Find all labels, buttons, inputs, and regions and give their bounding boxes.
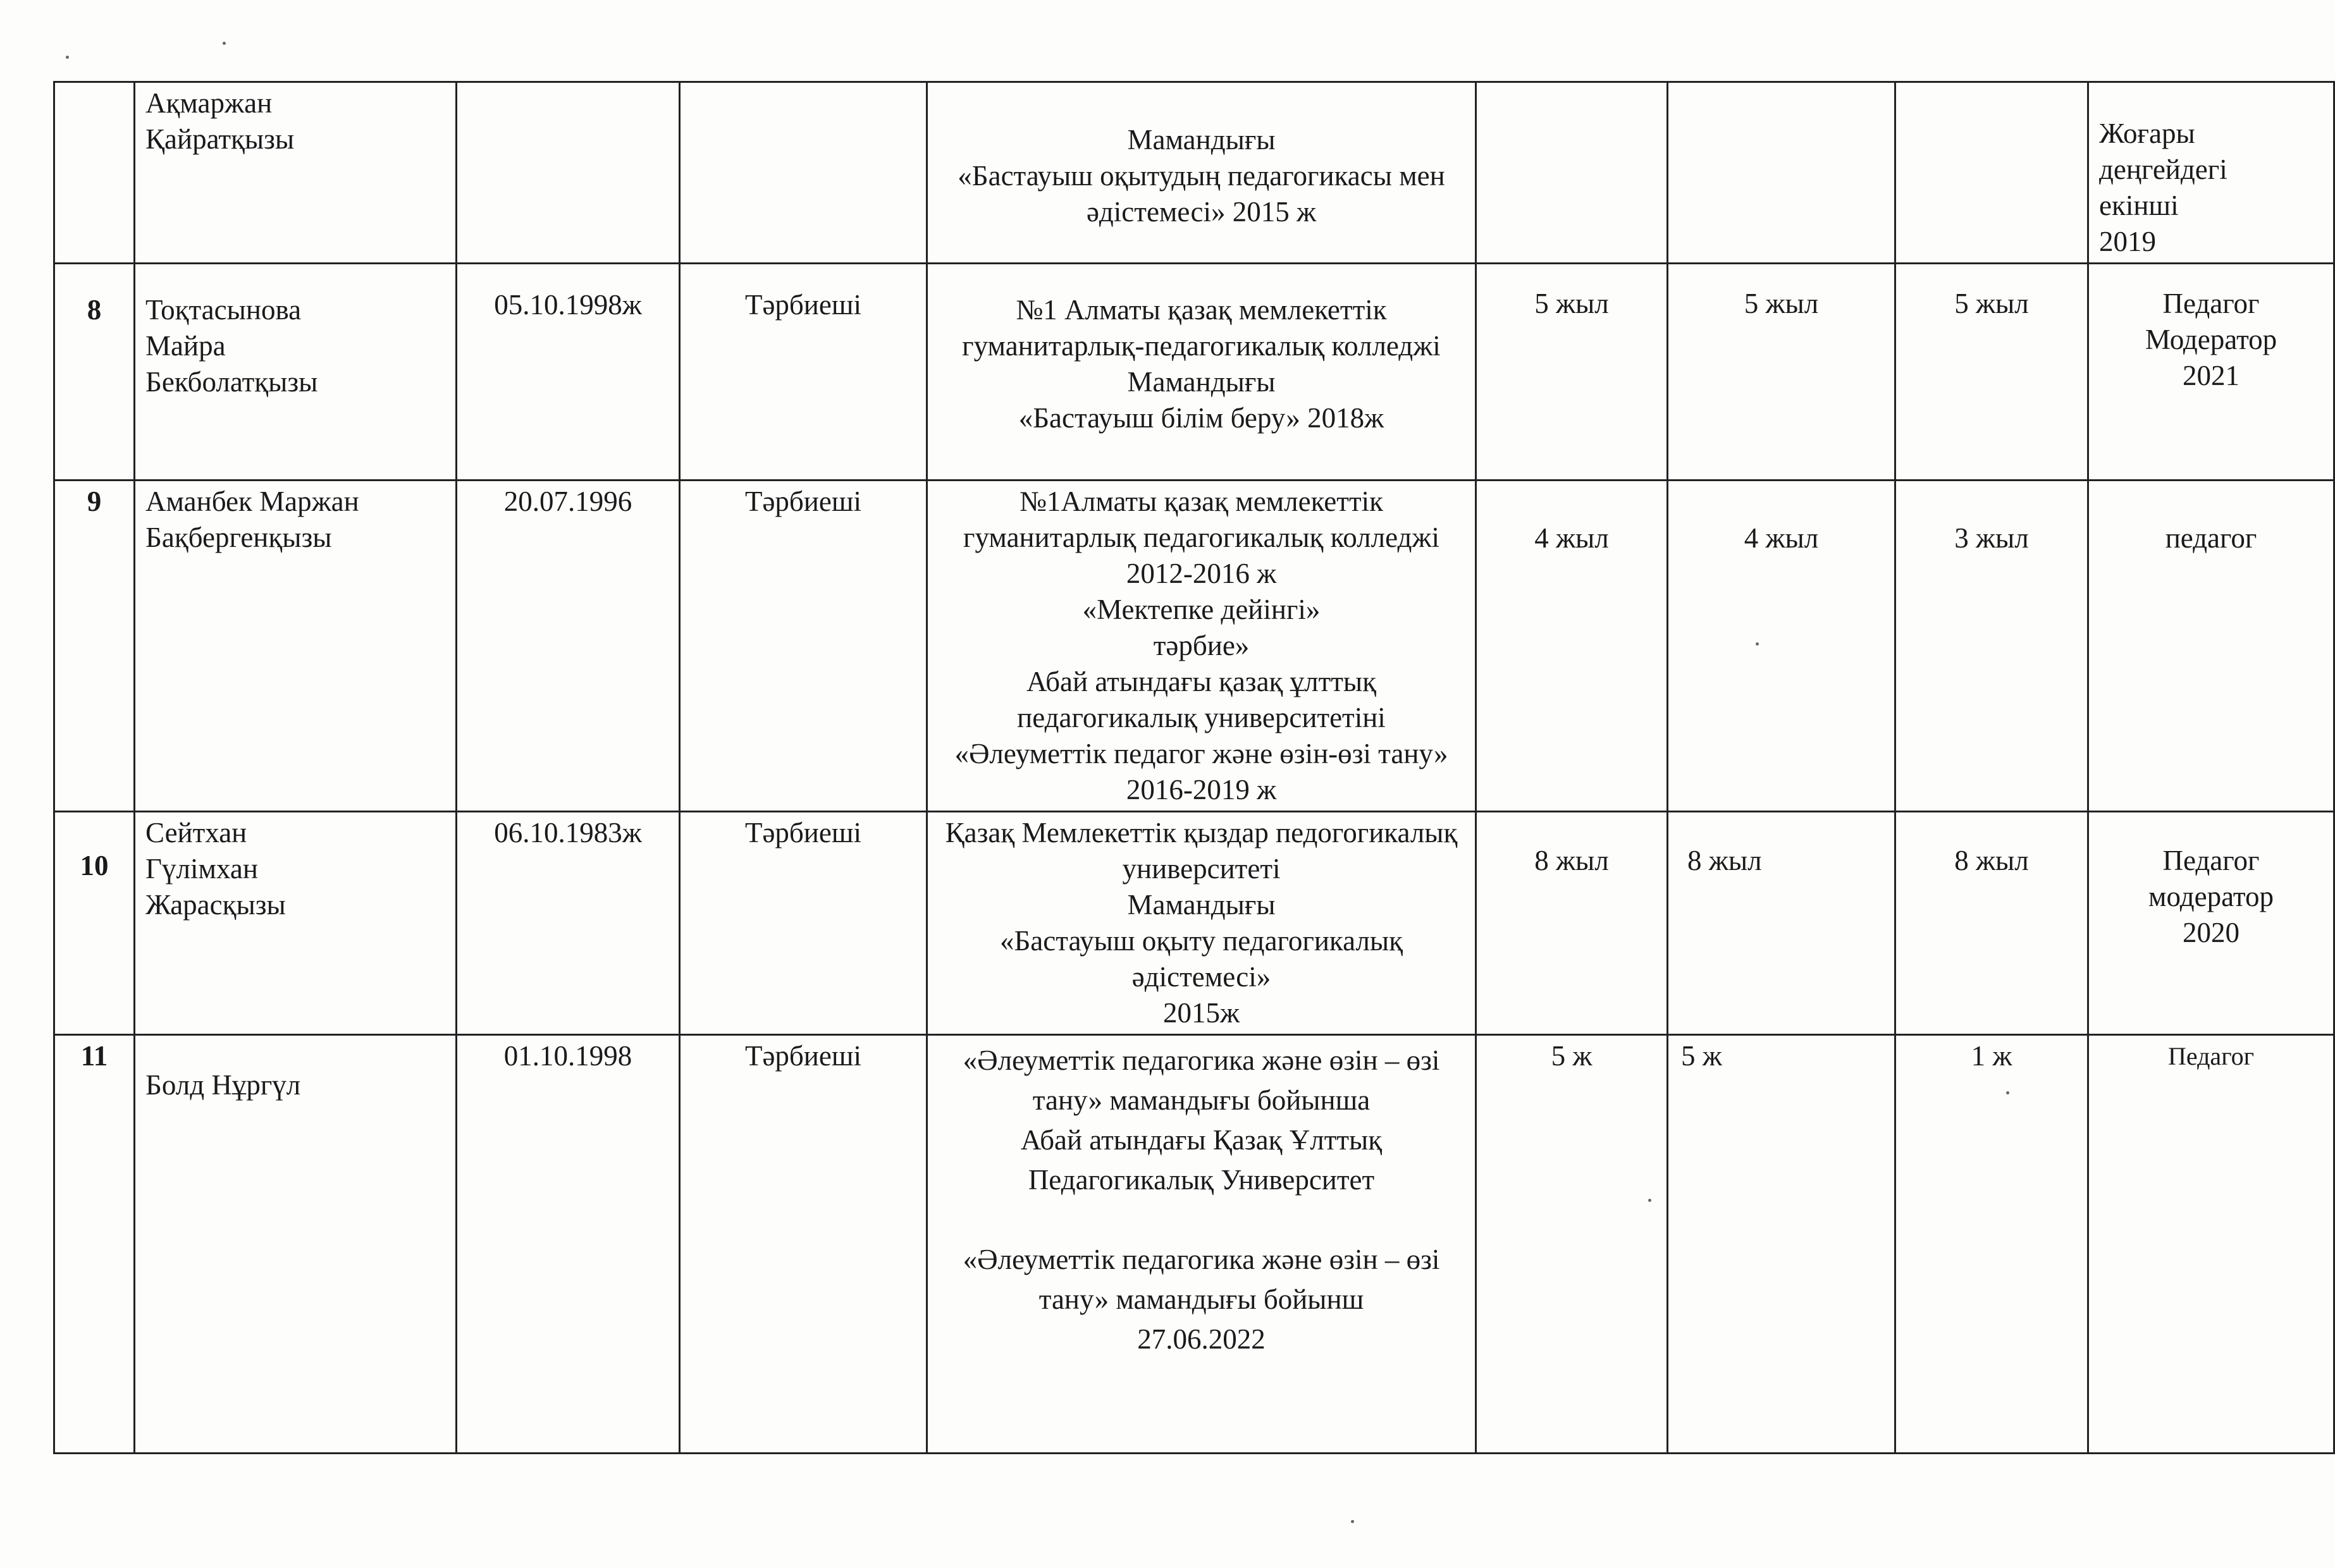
employee-name: Сейтхан Гүлімхан Жарасқызы xyxy=(135,812,457,1035)
table-row xyxy=(54,1035,2334,1454)
scan-speck xyxy=(223,42,226,45)
position: Тәрбиеші xyxy=(680,812,927,1035)
qualification-category: Педагог модератор 2020 xyxy=(2088,812,2334,1035)
table-row xyxy=(54,481,2334,812)
education: №1 Алматы қазақ мемлекеттік гуманитарлық-педагогикалық колледжі Мамандығы «Бастауыш білім беру» 2018ж xyxy=(927,264,1476,481)
qualification-category: Педагог Модератор 2021 xyxy=(2088,264,2334,481)
experience-current: 3 жыл xyxy=(1895,481,2088,812)
birth-date: 05.10.1998ж xyxy=(457,264,680,481)
qualification-category: педагог xyxy=(2088,481,2334,812)
experience-pedagogical: 8 жыл xyxy=(1668,812,1895,1035)
scan-speck xyxy=(2006,1091,2009,1094)
experience-total: 5 жыл xyxy=(1476,264,1668,481)
experience-total: 4 жыл xyxy=(1476,481,1668,812)
education: Қазақ Мемлекеттік қыздар педогогикалық университеті Мамандығы «Бастауыш оқыту педагогикалық әдістемесі» 2015ж xyxy=(927,812,1476,1035)
row-number: 11 xyxy=(54,1035,135,1454)
scan-speck xyxy=(1351,1520,1354,1523)
scan-speck xyxy=(1756,642,1759,646)
position: Тәрбиеші xyxy=(680,264,927,481)
experience-total xyxy=(1476,82,1668,264)
employee-name: Болд Нұргүл xyxy=(135,1035,457,1454)
employee-name: Аманбек Маржан Бақбергенқызы xyxy=(135,481,457,812)
table-row xyxy=(54,264,2334,481)
row-number xyxy=(54,82,135,264)
experience-pedagogical: 5 ж xyxy=(1668,1035,1895,1454)
experience-current: 8 жыл xyxy=(1895,812,2088,1035)
position: Тәрбиеші xyxy=(680,1035,927,1454)
table-row xyxy=(54,82,2334,264)
position: Тәрбиеші xyxy=(680,481,927,812)
qualification-category: Жоғары деңгейдегі екінші 2019 xyxy=(2088,82,2334,264)
experience-pedagogical: 4 жыл xyxy=(1668,481,1895,812)
qualification-category: Педагог xyxy=(2088,1035,2334,1454)
table-row xyxy=(54,812,2334,1035)
education: №1Алматы қазақ мемлекеттік гуманитарлық педагогикалық колледжі 2012-2016 ж «Мектепке дейінгі» тәрбие» Абай атындағы қазақ ұлттық педагогикалық университетіні «Әлеуметтік педагог және өзін-өзі тану» 2016-2019 ж xyxy=(927,481,1476,812)
birth-date: 20.07.1996 xyxy=(457,481,680,812)
birth-date xyxy=(457,82,680,264)
employee-name: Тоқтасынова Майра Бекболатқызы xyxy=(135,264,457,481)
experience-current xyxy=(1895,82,2088,264)
employee-name: Ақмаржан Қайратқызы xyxy=(135,82,457,264)
education: «Әлеуметтік педагогика және өзін – өзі тану» мамандығы бойынша Абай атындағы Қазақ Ұлттық Педагогикалық Университет «Әлеуметтік педагогика және өзін – өзі тану» мамандығы бойынш 27.06.2022 xyxy=(927,1035,1476,1454)
birth-date: 01.10.1998 xyxy=(457,1035,680,1454)
education: Мамандығы «Бастауыш оқытудың педагогикасы мен әдістемесі» 2015 ж xyxy=(927,82,1476,264)
experience-pedagogical xyxy=(1668,82,1895,264)
scan-speck xyxy=(1648,1199,1651,1202)
row-number: 10 xyxy=(54,812,135,1035)
row-number: 8 xyxy=(54,264,135,481)
staff-table xyxy=(53,81,2335,1454)
experience-pedagogical: 5 жыл xyxy=(1668,264,1895,481)
experience-current: 1 ж xyxy=(1895,1035,2088,1454)
experience-total: 8 жыл xyxy=(1476,812,1668,1035)
experience-total: 5 ж xyxy=(1476,1035,1668,1454)
birth-date: 06.10.1983ж xyxy=(457,812,680,1035)
scan-speck xyxy=(66,56,69,59)
experience-current: 5 жыл xyxy=(1895,264,2088,481)
position xyxy=(680,82,927,264)
row-number: 9 xyxy=(54,481,135,812)
